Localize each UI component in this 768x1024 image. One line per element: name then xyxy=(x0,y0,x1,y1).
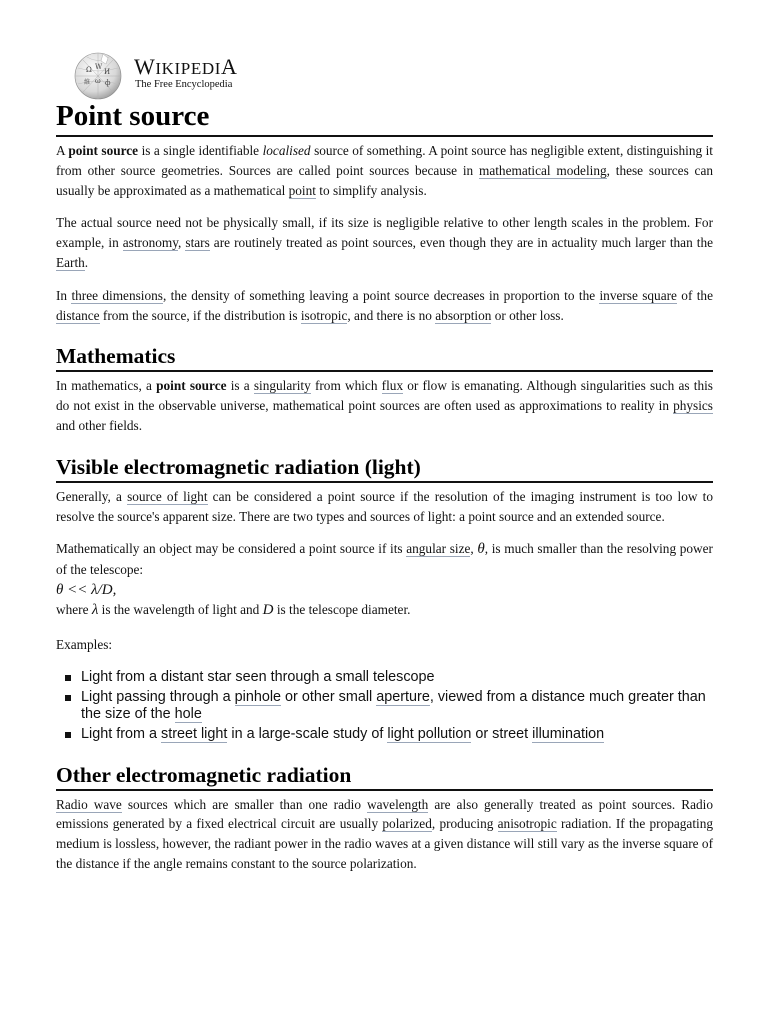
bullet-icon xyxy=(65,732,71,738)
light-paragraph-3 xyxy=(56,600,713,621)
text: to simplify analysis. xyxy=(315,182,427,198)
globe-glyph: ф xyxy=(105,79,111,87)
wikipedia-wordmark[interactable] xyxy=(134,56,237,80)
text: from which xyxy=(310,378,382,394)
text: , producing xyxy=(431,816,498,832)
text: where xyxy=(56,601,92,617)
tagline: The Free Encyclopedia xyxy=(135,79,233,90)
link-inverse-square[interactable]: inverse square xyxy=(599,287,677,303)
globe-glyph: И xyxy=(104,68,111,76)
link-distance[interactable]: distance xyxy=(56,307,100,323)
text: Light passing through a xyxy=(81,689,235,706)
wikipedia-globe-logo[interactable] xyxy=(73,52,123,100)
link-pinhole[interactable]: pinhole xyxy=(234,689,282,706)
text: in a large-scale study of xyxy=(227,726,388,743)
section-heading-other-radiation: Other electromagnetic radiation xyxy=(56,762,713,791)
mathematics-paragraph xyxy=(56,376,713,435)
link-three-dimensions[interactable]: three dimensions xyxy=(71,287,163,303)
link-physics[interactable]: physics xyxy=(673,398,713,414)
text: , xyxy=(178,235,186,251)
text: from the source, if the distribution is xyxy=(99,307,301,323)
text: Mathematically an object may be considered a point source if its xyxy=(56,541,407,557)
formula-text: θ << λ/D, xyxy=(56,581,117,598)
bold-term: point source xyxy=(68,143,139,158)
text: Light from a xyxy=(81,726,161,743)
bullet-icon xyxy=(65,695,71,701)
text: radiation. If the propagating medium is lossless, however, the radiant power in the radio waves at a given distance will still vary as the inverse square of the distance if the angle remains constant to the source polarization. xyxy=(56,816,714,871)
text: or flow is emanating. Although singularities such as this do not exist in the observable universe, mathematical point sources are often used as approximations to reality in xyxy=(56,378,713,414)
intro-paragraph-3 xyxy=(56,286,713,326)
site-header xyxy=(73,52,373,100)
text: A xyxy=(56,143,69,158)
text: Generally, a xyxy=(56,488,128,504)
link-street-light[interactable]: street light xyxy=(161,726,228,743)
list-item xyxy=(81,669,713,686)
examples-label: Examples: xyxy=(56,636,113,652)
text: are also generally treated as point sources. Radio emissions generated by a fixed electrical circuit are usually xyxy=(56,796,713,832)
text: , the density of something leaving a point source decreases in proportion to the xyxy=(162,287,600,303)
text: , these sources can usually be approximated as a mathematical xyxy=(56,162,714,198)
intro-paragraph-2 xyxy=(56,213,713,272)
text: or other loss. xyxy=(491,307,564,323)
link-singularity[interactable]: singularity xyxy=(253,378,311,394)
math-d: D xyxy=(262,601,274,618)
link-light-pollution[interactable]: light pollution xyxy=(387,726,472,743)
text: sources which are smaller than one radio xyxy=(121,796,368,812)
text: The actual source need not be physically small, if its size is negligible relative to other length scales in the problem. For example, in xyxy=(56,215,713,251)
section-heading-mathematics: Mathematics xyxy=(56,343,713,372)
link-hole[interactable]: hole xyxy=(174,705,202,722)
text: is a single identifiable xyxy=(138,143,263,158)
link-radio-wave[interactable]: Radio wave xyxy=(56,796,122,812)
globe-glyph: Ω xyxy=(86,66,92,74)
text: , viewed from a distance much greater than the size of the xyxy=(81,689,706,722)
link-isotropic[interactable]: isotropic xyxy=(300,307,348,323)
wordmark-first: W xyxy=(134,54,156,79)
intro-paragraph-1 xyxy=(56,141,713,200)
article-content xyxy=(56,98,713,874)
link-angular-size[interactable]: angular size xyxy=(406,541,471,557)
text: Light from a distant star seen through a small telescope xyxy=(81,668,435,685)
wordmark-last: A xyxy=(220,54,238,79)
link-polarized[interactable]: polarized xyxy=(382,816,432,832)
link-astronomy[interactable]: astronomy xyxy=(122,235,179,251)
link-mathematical-modeling[interactable]: mathematical modeling xyxy=(478,162,607,178)
bold-term: point source xyxy=(156,378,227,394)
wordmark-middle: IKIPEDI xyxy=(155,59,221,78)
light-paragraph-2 xyxy=(56,539,713,580)
text: is a xyxy=(226,378,254,394)
formula xyxy=(56,580,713,600)
link-point[interactable]: point xyxy=(288,182,316,198)
list-item xyxy=(81,689,713,722)
link-stars[interactable]: stars xyxy=(185,235,210,251)
examples-list xyxy=(56,669,713,743)
text: , is much smaller than the resolving power of the telescope: xyxy=(56,541,713,578)
text: In xyxy=(56,287,72,303)
link-flux[interactable]: flux xyxy=(381,378,404,394)
text: , xyxy=(470,541,478,557)
list-item xyxy=(81,726,713,743)
bullet-icon xyxy=(65,675,71,681)
light-paragraph-1 xyxy=(56,487,713,527)
globe-glyph: ω xyxy=(95,77,101,85)
link-anisotropic[interactable]: anisotropic xyxy=(497,816,557,832)
italic-term: localised xyxy=(262,143,311,158)
text: . xyxy=(84,254,89,270)
text: In mathematics, a xyxy=(56,378,157,394)
link-wavelength[interactable]: wavelength xyxy=(367,796,429,812)
text: are routinely treated as point sources, even though they are in actuality much larger than the xyxy=(209,235,713,251)
math-theta: θ xyxy=(477,541,485,558)
page-title: Point source xyxy=(56,98,713,137)
section-heading-visible-light: Visible electromagnetic radiation (light) xyxy=(56,454,713,483)
text: , and there is no xyxy=(347,307,436,323)
link-aperture[interactable]: aperture xyxy=(376,689,430,706)
text: of the xyxy=(676,287,713,303)
link-absorption[interactable]: absorption xyxy=(435,307,492,323)
text: source of something. A point source has negligible extent, distinguishing it from other source geometries. Sources are called point sources because in xyxy=(56,143,713,178)
text: can be considered a point source if the resolution of the imaging instrument is too low to resolve the source's apparent size. There are two types and sources of light: a point source and an extended source. xyxy=(56,488,713,524)
link-illumination[interactable]: illumination xyxy=(532,726,605,743)
globe-glyph: W xyxy=(95,63,103,71)
text: is the wavelength of light and xyxy=(98,601,263,617)
link-source-of-light[interactable]: source of light xyxy=(127,488,208,504)
text: or other small xyxy=(281,689,377,706)
math-lambda: λ xyxy=(91,601,99,618)
other-radiation-paragraph xyxy=(56,795,713,874)
link-earth[interactable]: Earth xyxy=(56,254,85,270)
text: is the telescope diameter. xyxy=(273,601,411,617)
globe-glyph: 維 xyxy=(84,79,91,86)
text: or street xyxy=(471,726,533,743)
text: and other fields. xyxy=(56,417,143,433)
